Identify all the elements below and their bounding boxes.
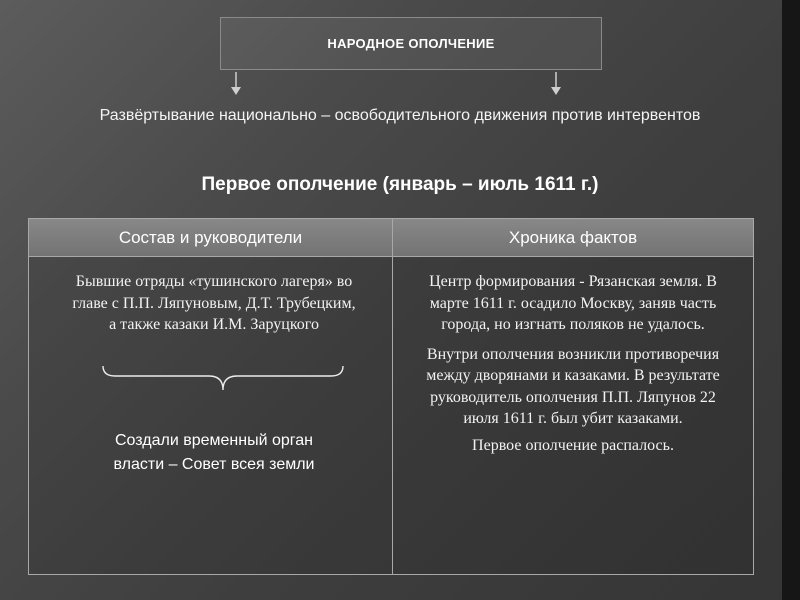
composition-text: Бывшие отряды «тушинского лагеря» во главе с П.П. Ляпуновым, Д.Т. Трубецким, а также казаки И.М. Заруцкого: [72, 273, 356, 333]
chronicle-column: [411, 271, 735, 456]
title-box: [220, 17, 602, 70]
facts-table: [28, 218, 754, 575]
subtitle: Развёртывание национально – освободительного движения против интервентов: [99, 107, 701, 124]
column-divider: [392, 219, 393, 574]
arrow-down-icon: [230, 72, 242, 96]
curly-brace-icon: [101, 364, 345, 394]
chronicle-paragraph: Внутри ополчения возникли противоречия между дворянами и казаками. В результате руководитель ополчения П.П. Ляпунов 22 июля 1611 г. был убит казаками.: [426, 345, 720, 427]
table-body: [29, 257, 753, 574]
table-header-row: [29, 219, 753, 257]
section-heading: Первое ополчение (январь – июль 1611 г.): [201, 174, 599, 195]
table-header-composition: Состав и руководители: [118, 227, 303, 247]
arrow-down-icon: [550, 72, 562, 96]
slide-edge-strip: [782, 0, 800, 600]
table-header-chronicle: Хроника фактов: [508, 227, 638, 247]
chronicle-paragraph: Первое ополчение распалось.: [472, 436, 674, 454]
chronicle-paragraph: Центр формирования - Рязанская земля. В марте 1611 г. осадило Москву, заняв часть города, но изгнать поляков не удалось.: [429, 273, 717, 333]
council-text: Создали временный орган власти – Совет всея земли: [113, 432, 315, 473]
slide-title: НАРОДНОЕ ОПОЛЧЕНИЕ: [327, 36, 495, 51]
